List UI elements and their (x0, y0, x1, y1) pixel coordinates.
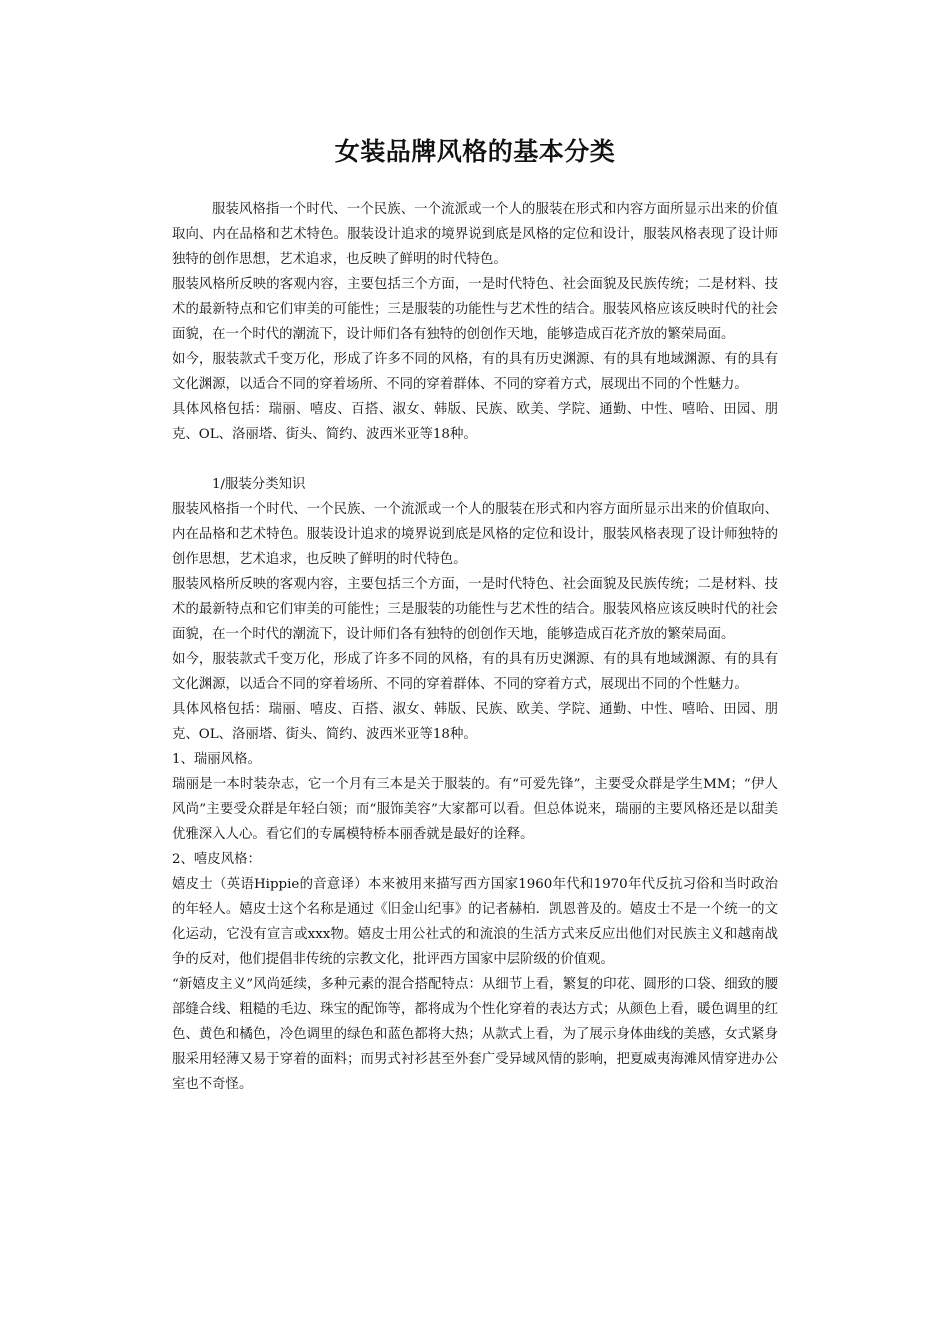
paragraph-new-hippie: “新嬉皮主义”风尚延续，多种元素的混合搭配特点：从细节上看，繁复的印花、圆形的口袋、细致的腰部缝合线、粗糙的毛边、珠宝的配饰等，都将成为个性化穿着的表达方式；从颜色上看，暖色调里的红色、黄色和橘色，冷色调里的绿色和蓝色都将大热；从款式上看，为了展示身体曲线的美感，女式紧身服采用轻薄又易于穿着的面料；而男式衬衫甚至外套广受异域风情的影响，把夏威夷海滩风情穿进办公室也不奇怪。 (172, 977, 778, 1092)
paragraph-hippie-history: 嬉皮士（英语Hippie的音意译）本来被用来描写西方国家1960年代和1970年代反抗习俗和当时政治的年轻人。嬉皮士这个名称是通过《旧金山纪事》的记者赫柏．凯恩普及的。嬉皮士不是一个统一的文化运动，它没有宣言或xxx物。嬉皮士用公社式的和流浪的生活方式来反应出他们对民族主义和越南战争的反对，他们提倡非传统的宗教文化，批评西方国家中层阶级的价值观。 (172, 877, 778, 967)
paragraph-intro-variety: 如今，服装款式千变万化，形成了许多不同的风格，有的具有历史渊源、有的具有地域渊源、有的具有文化渊源，以适合不同的穿着场所、不同的穿着群体、不同的穿着方式，展现出不同的个性魅力。 (172, 352, 778, 392)
document-body (172, 197, 778, 1097)
paragraph-styles-list: 具体风格包括：瑞丽、嘻皮、百搭、淑女、韩版、民族、欧美、学院、通勤、中性、嘻哈、田园、朋克、OL、洛丽塔、街头、简约、波西米亚等18种。 (172, 702, 778, 742)
document-title: 女装品牌风格的基本分类 (334, 137, 616, 166)
paragraph-intro-definition: 服装风格指一个时代、一个民族、一个流派或一个人的服装在形式和内容方面所显示出来的价值取向、内在品格和艺术特色。服装设计追求的境界说到底是风格的定位和设计，服装风格表现了设计师独特的创作思想，艺术追求，也反映了鲜明的时代特色。 (172, 202, 778, 267)
section-heading: 1/服装分类知识 (212, 477, 306, 492)
subheading-hippie: 2、嘻皮风格： (172, 852, 261, 867)
paragraph-variety: 如今，服装款式千变万化，形成了许多不同的风格，有的具有历史渊源、有的具有地域渊源、有的具有文化渊源，以适合不同的穿着场所、不同的穿着群体、不同的穿着方式，展现出不同的个性魅力。 (172, 652, 778, 692)
paragraph-rayli: 瑞丽是一本时装杂志，它一个月有三本是关于服装的。有“可爱先锋”，主要受众群是学生MM；“伊人风尚”主要受众群是年轻白领；而“服饰美容”大家都可以看。但总体说来，瑞丽的主要风格还是以甜美优雅深入人心。看它们的专属模特桥本丽香就是最好的诠释。 (172, 777, 778, 842)
blank-line (172, 447, 778, 472)
paragraph-definition: 服装风格指一个时代、一个民族、一个流派或一个人的服装在形式和内容方面所显示出来的价值取向、内在品格和艺术特色。服装设计追求的境界说到底是风格的定位和设计，服装风格表现了设计师独特的创作思想，艺术追求，也反映了鲜明的时代特色。 (172, 502, 778, 567)
paragraph-intro-styles-list: 具体风格包括：瑞丽、嘻皮、百搭、淑女、韩版、民族、欧美、学院、通勤、中性、嘻哈、田园、朋克、OL、洛丽塔、街头、简约、波西米亚等18种。 (172, 402, 778, 442)
paragraph-intro-content: 服装风格所反映的客观内容，主要包括三个方面，一是时代特色、社会面貌及民族传统；二是材料、技术的最新特点和它们审美的可能性；三是服装的功能性与艺术性的结合。服装风格应该反映时代的社会面貌，在一个时代的潮流下，设计师们各有独特的创创作天地，能够造成百花齐放的繁荣局面。 (172, 277, 778, 342)
subheading-rayli: 1、瑞丽风格。 (172, 752, 261, 767)
paragraph-content: 服装风格所反映的客观内容，主要包括三个方面，一是时代特色、社会面貌及民族传统；二是材料、技术的最新特点和它们审美的可能性；三是服装的功能性与艺术性的结合。服装风格应该反映时代的社会面貌，在一个时代的潮流下，设计师们各有独特的创创作天地，能够造成百花齐放的繁荣局面。 (172, 577, 778, 642)
